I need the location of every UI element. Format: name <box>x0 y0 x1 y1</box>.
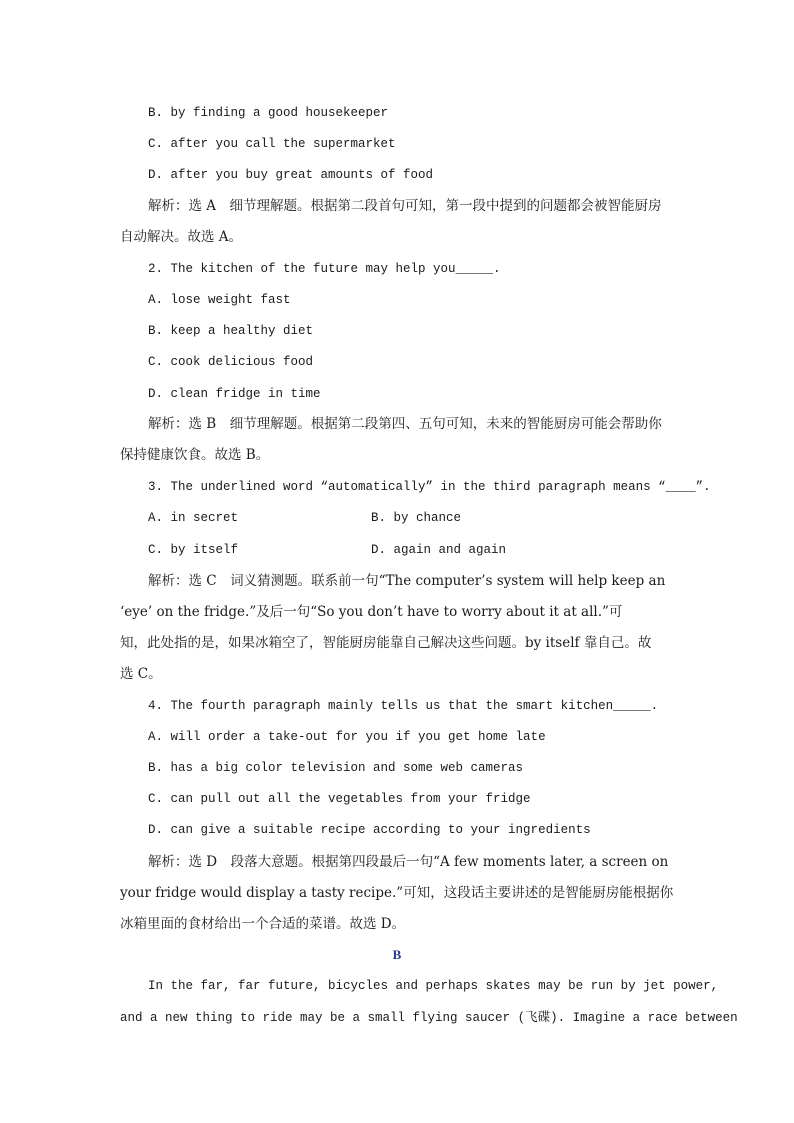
q2-option-c: C. cook delicious food <box>148 355 314 369</box>
q4-analysis-line-3: 冰箱里面的食材给出一个合适的菜谱。故选 D。 <box>120 916 406 932</box>
section-b-title: B <box>392 947 402 962</box>
q4-analysis-line-1: 解析：选 D 段落大意题。根据第四段最后一句“A few moments later, a screen on <box>148 854 669 870</box>
q4-option-c: C. can pull out all the vegetables from your fridge <box>148 792 531 806</box>
q3-analysis-line-3: 知，此处指的是，如果冰箱空了，智能厨房能靠自己解决这些问题。by itself 靠自己。故 <box>120 635 652 651</box>
q2-stem: 2. The kitchen of the future may help you_____. <box>148 262 501 276</box>
q1-option-c: C. after you call the supermarket <box>148 137 396 151</box>
q2-analysis-line-2: 保持健康饮食。故选 B。 <box>120 447 270 463</box>
q2-option-b: B. keep a healthy diet <box>148 324 314 338</box>
q1-analysis-line-1: 解析：选 A 细节理解题。根据第二段首句可知，第一段中提到的问题都会被智能厨房 <box>148 198 662 214</box>
q3-analysis-line-1: 解析：选 C 词义猜测题。联系前一句“The computer’s system will help keep an <box>148 573 666 589</box>
section-b-paragraph-line-1: In the far, far future, bicycles and perhaps skates may be run by jet power, <box>148 979 719 993</box>
q2-analysis-line-1: 解析：选 B 细节理解题。根据第二段第四、五句可知，未来的智能厨房可能会帮助你 <box>148 416 662 432</box>
q3-option-c: C. by itself <box>148 543 239 557</box>
q4-option-a: A. will order a take-out for you if you get home late <box>148 730 546 744</box>
q4-option-b: B. has a big color television and some web cameras <box>148 761 524 775</box>
q2-option-a: A. lose weight fast <box>148 293 291 307</box>
q2-option-d: D. clean fridge in time <box>148 387 321 401</box>
q4-stem: 4. The fourth paragraph mainly tells us that the smart kitchen_____. <box>148 699 659 713</box>
q3-option-a: A. in secret <box>148 511 239 525</box>
q3-option-b: B. by chance <box>371 511 462 525</box>
q1-option-d: D. after you buy great amounts of food <box>148 168 434 182</box>
q1-analysis-line-2: 自动解决。故选 A。 <box>120 229 243 245</box>
q4-analysis-line-2: your fridge would display a tasty recipe.”可知，这段话主要讲述的是智能厨房能根据你 <box>120 885 674 901</box>
q3-analysis-line-4: 选 C。 <box>120 666 162 682</box>
q1-option-b: B. by finding a good housekeeper <box>148 106 389 120</box>
q3-analysis-line-2: ‘eye’ on the fridge.”及后一句“So you don’t have to worry about it at all.”可 <box>120 604 623 620</box>
q4-option-d: D. can give a suitable recipe according to your ingredients <box>148 823 591 837</box>
section-b-paragraph-line-2: and a new thing to ride may be a small flying saucer (飞碟). Imagine a race between <box>120 1011 738 1025</box>
q3-option-d: D. again and again <box>371 543 507 557</box>
q3-stem: 3. The underlined word “automatically” in the third paragraph means “____”. <box>148 480 711 494</box>
